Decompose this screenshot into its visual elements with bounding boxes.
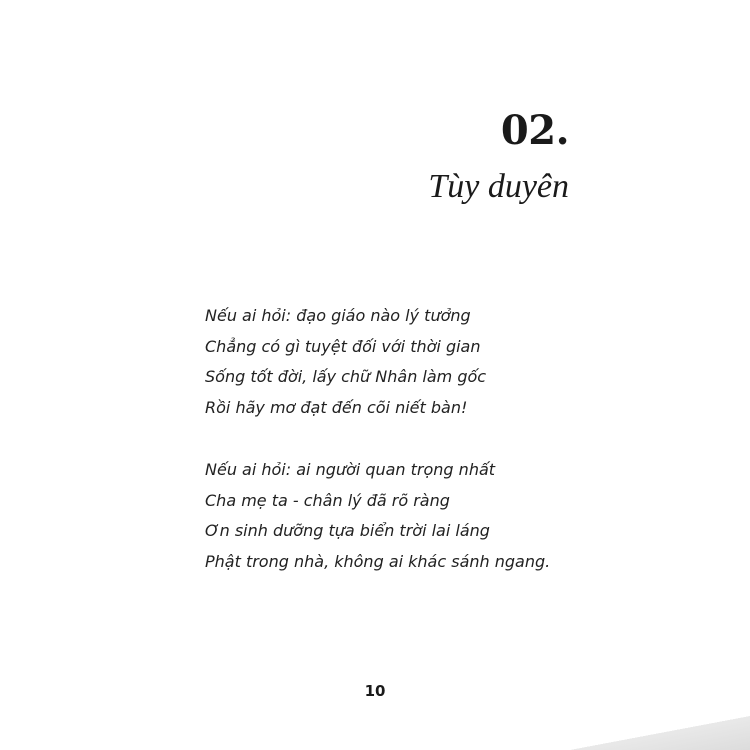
page-number: 10 bbox=[364, 682, 386, 700]
verse-line: Ơn sinh dưỡng tựa biển trời lai láng bbox=[205, 521, 490, 541]
page-corner-shadow bbox=[570, 716, 750, 750]
stanza-2 bbox=[205, 455, 550, 578]
chapter-title: Tùy duyên bbox=[428, 168, 569, 205]
verse-line: Cha mẹ ta - chân lý đã rõ ràng bbox=[205, 490, 450, 510]
verse-line: Rồi hãy mơ đạt đến cõi niết bàn! bbox=[205, 398, 468, 418]
verse-line: Chẳng có gì tuyệt đối với thời gian bbox=[205, 336, 481, 356]
stanza-1 bbox=[205, 301, 486, 424]
verse-line: Phật trong nhà, không ai khác sánh ngang. bbox=[205, 552, 551, 572]
verse-line: Nếu ai hỏi: ai người quan trọng nhất bbox=[205, 460, 496, 479]
verse-line: Nếu ai hỏi: đạo giáo nào lý tưởng bbox=[205, 306, 471, 325]
verse-line: Sống tốt đời, lấy chữ Nhân làm gốc bbox=[205, 367, 487, 387]
chapter-number: 02. bbox=[500, 107, 569, 154]
